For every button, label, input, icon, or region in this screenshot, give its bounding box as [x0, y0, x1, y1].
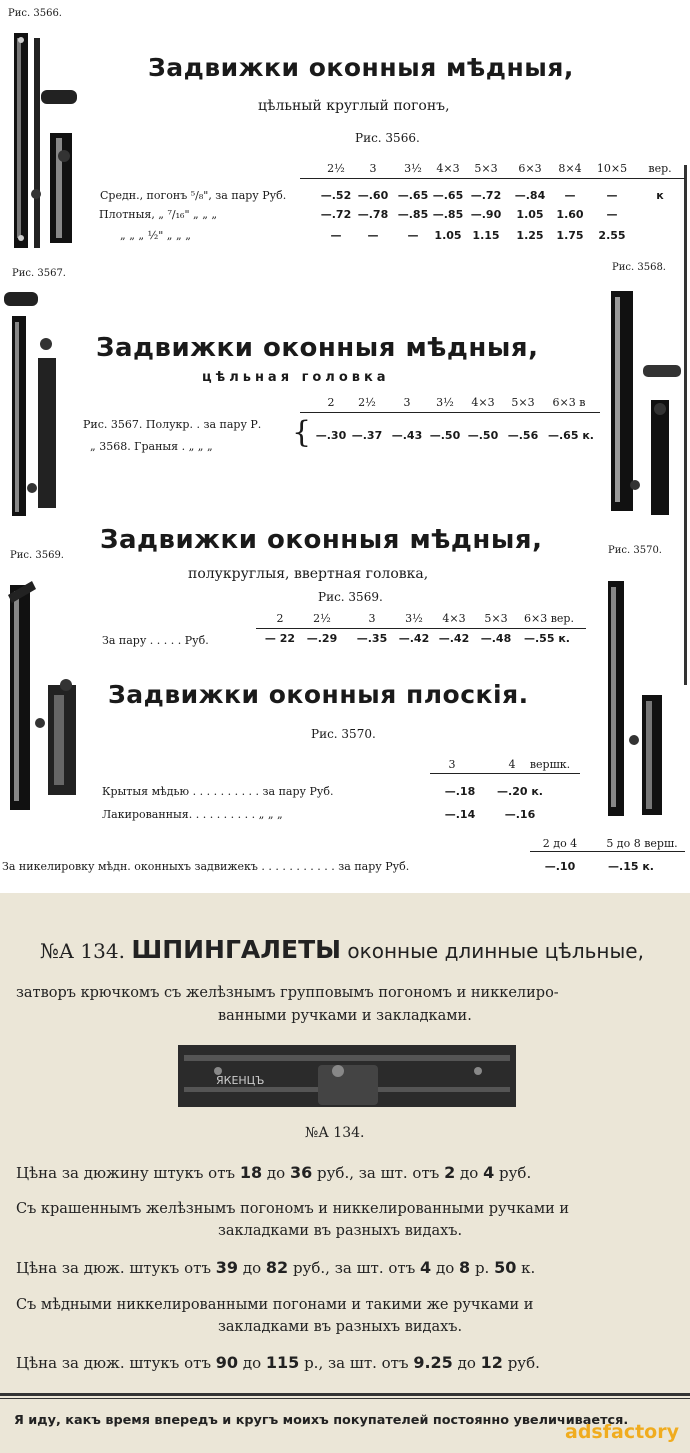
- section2-price-cell: —.50: [467, 429, 499, 442]
- price1-to: 36: [289, 1163, 313, 1182]
- section1-price-cell: —.72: [470, 189, 502, 202]
- section1-price-cell: —: [330, 229, 342, 242]
- price2-to-word: до: [242, 1259, 262, 1277]
- figure-label-3570: Рис. 3570.: [608, 545, 662, 556]
- section2-col-header: 4×3: [471, 396, 495, 409]
- product-image-stamp: ЯКЕНЦЪ: [216, 1074, 265, 1087]
- section2-col-header: 2½: [358, 396, 376, 409]
- section2-col-header: 3½: [436, 396, 454, 409]
- price3-to-word2: до: [457, 1354, 476, 1372]
- section3-price-cell: —.29: [306, 632, 338, 645]
- price3-to: 115: [265, 1353, 300, 1372]
- section4-price-cell: —.18: [444, 785, 476, 798]
- section3-col-header: 3½: [405, 612, 423, 625]
- section1-price-cell: —: [564, 189, 576, 202]
- section4-header-rule: [430, 773, 580, 774]
- watermark-logo: adsfactory: [565, 1421, 679, 1443]
- section1-row-label: Средн., погонъ ⁵/₈", за пару Руб.: [100, 189, 287, 202]
- section3-row-label: За пару . . . . . Руб.: [102, 634, 209, 647]
- price2-post: р.: [474, 1259, 490, 1277]
- price2-unit-from: 4: [420, 1258, 432, 1277]
- section2-subtitle: цѣльная головка: [202, 370, 390, 385]
- nickel-header-rule: [530, 851, 685, 852]
- section4-col-header: вершк.: [529, 758, 571, 771]
- advert-image-caption: №А 134.: [305, 1125, 365, 1141]
- section1-col-header: 4×3: [436, 162, 460, 175]
- nickel-price-cell: —.15 к.: [608, 860, 654, 873]
- section2-label-3568: „ 3568. Граныя . „ „ „: [90, 440, 213, 453]
- price2-post2: к.: [521, 1259, 536, 1277]
- nickel-col-header: 5 до 8 верш.: [606, 837, 678, 850]
- section1-row-label: „ „ „ ½" „ „ „: [120, 229, 191, 242]
- section1-price-cell: —.85: [397, 208, 429, 221]
- section4-price-cell: —.20 к.: [497, 785, 543, 798]
- section2-price-cell: —.43: [391, 429, 423, 442]
- price2-mid: руб., за шт. отъ: [292, 1259, 416, 1277]
- section1-price-cell: 1.15: [472, 229, 500, 242]
- section2-price-cell: —.65 к.: [548, 429, 594, 442]
- advert-price2: [16, 1258, 535, 1277]
- bolt-illustration-3567: [2, 288, 62, 528]
- section2-header-rule: [300, 412, 600, 413]
- section3-price-cell: —.48: [480, 632, 512, 645]
- section1-col-header: вер.: [648, 162, 672, 175]
- spingalet-product-image: [178, 1041, 516, 1113]
- section4-row-label: Лакированныя. . . . . . . . . . „ „ „: [102, 808, 283, 821]
- advert-price3: [16, 1353, 540, 1372]
- section3-col-header: 5×3: [484, 612, 508, 625]
- figure-label-3567: Рис. 3567.: [12, 268, 66, 279]
- section1-price-cell: —.65: [432, 189, 464, 202]
- advert-desc-line2: ванными ручками и закладками.: [218, 1008, 472, 1024]
- section1-price-cell: —.78: [357, 208, 389, 221]
- section3-subtitle: полукруглыя, ввертная головка,: [188, 566, 429, 582]
- advert-note1-line1: Съ крашеннымъ желѣзнымъ погономъ и никкелированными ручками и: [16, 1201, 570, 1217]
- advert-desc-line1: затворъ крючкомъ съ желѣзнымъ групповымъ погономъ и никкелиро-: [16, 985, 559, 1001]
- price1-to-word2: до: [460, 1164, 479, 1182]
- page-edge-rule: [684, 165, 687, 685]
- section3-col-header: 4×3: [442, 612, 466, 625]
- nickel-col-header: 2 до 4: [542, 837, 578, 850]
- price3-to-word: до: [242, 1354, 262, 1372]
- price3-unit-from: 9.25: [413, 1353, 453, 1372]
- section1-price-cell: —: [367, 229, 379, 242]
- section1-price-cell: 1.60: [556, 208, 584, 221]
- section4-row-label: Крытыя мѣдью . . . . . . . . . . за пару Руб.: [102, 785, 334, 798]
- advert-price1: [16, 1163, 531, 1182]
- price3-from: 90: [215, 1353, 239, 1372]
- section2-col-header: 6×3 в: [552, 396, 586, 409]
- section1-price-cell: —.52: [320, 189, 352, 202]
- section1-price-cell: —.72: [320, 208, 352, 221]
- section4-price-cell: —.16: [504, 808, 536, 821]
- section2-title: Задвижки оконныя мѣдныя,: [96, 333, 539, 363]
- section1-price-cell: —.84: [514, 189, 546, 202]
- section1-price-cell: 1.75: [556, 229, 584, 242]
- section3-col-header: 2½: [313, 612, 331, 625]
- section2-price-cell: —.50: [429, 429, 461, 442]
- section1-price-cell: —.65: [397, 189, 429, 202]
- section1-col-header: 8×4: [558, 162, 582, 175]
- section3-header-rule: [256, 628, 586, 629]
- slogan-rule-thin: [0, 1398, 690, 1399]
- advert-title-bold: ШПИНГАЛЕТЫ: [131, 935, 342, 964]
- bolt-illustration-3570: [598, 575, 678, 825]
- advert-note1-line2: закладками въ разныхъ видахъ.: [218, 1223, 463, 1239]
- section1-header-rule: [300, 178, 685, 179]
- section1-col-header: 3: [369, 162, 377, 175]
- section2-col-header: 5×3: [511, 396, 535, 409]
- price3-post: руб.: [507, 1354, 540, 1372]
- section3-col-header: 6×3 вер.: [524, 612, 574, 625]
- section1-price-cell: —: [606, 189, 618, 202]
- section1-price-cell: —.60: [357, 189, 389, 202]
- section3-price-cell: —.35: [356, 632, 388, 645]
- section4-title: Задвижки оконныя плоскія.: [108, 680, 529, 709]
- section2-price-cell: —.30: [315, 429, 347, 442]
- section1-col-header: 2½: [327, 162, 345, 175]
- section1-col-header: 3½: [404, 162, 422, 175]
- bolt-illustration-3568: [605, 285, 685, 525]
- section1-price-cell: 2.55: [598, 229, 626, 242]
- section1-col-header: 6×3: [518, 162, 542, 175]
- advert-title-rest: оконные длинные цѣльные,: [347, 939, 644, 963]
- section1-figure-ref: Рис. 3566.: [355, 131, 420, 145]
- section1-col-header: 5×3: [474, 162, 498, 175]
- price3-pre: Цѣна за дюж. штукъ отъ: [16, 1354, 211, 1372]
- section3-price-cell: —.42: [398, 632, 430, 645]
- price1-pre: Цѣна за дюжину штукъ отъ: [16, 1164, 236, 1182]
- section2-price-cell: —.56: [507, 429, 539, 442]
- section3-figure-ref: Рис. 3569.: [318, 590, 383, 604]
- price1-from: 18: [239, 1163, 263, 1182]
- price2-to-word2: до: [435, 1259, 455, 1277]
- section2-brace: {: [292, 415, 312, 450]
- spingalety-advert: [0, 893, 690, 1453]
- figure-label-3568: Рис. 3568.: [612, 262, 666, 273]
- section3-title: Задвижки оконныя мѣдныя,: [100, 525, 543, 555]
- nickel-row-label: За никелировку мѣдн. оконныхъ задвижекъ . . . . . . . . . . . за пару Руб.: [2, 860, 410, 873]
- section1-col-header: 10×5: [596, 162, 628, 175]
- nickel-price-cell: —.10: [544, 860, 576, 873]
- advert-slogan: Я иду, какъ время впередъ и кругъ моихъ покупателей постоянно увеличивается.: [14, 1413, 629, 1428]
- section2-col-header: 3: [403, 396, 411, 409]
- section3-col-header: 3: [368, 612, 376, 625]
- section1-price-cell: 1.05: [516, 208, 544, 221]
- advert-code: №А 134.: [40, 939, 125, 963]
- price2-to: 82: [265, 1258, 289, 1277]
- figure-label-3569: Рис. 3569.: [10, 550, 64, 561]
- section4-price-cell: —.14: [444, 808, 476, 821]
- section1-price-cell: 1.25: [516, 229, 544, 242]
- figure-label-3566: Рис. 3566.: [8, 8, 62, 19]
- section2-price-cell: —.37: [351, 429, 383, 442]
- price1-to-word: до: [266, 1164, 286, 1182]
- section3-price-cell: — 22: [264, 632, 296, 645]
- price3-unit-to: 12: [480, 1353, 503, 1372]
- section2-col-header: 2: [327, 396, 335, 409]
- advert-title: [40, 935, 644, 964]
- section2-label-3567: Рис. 3567. Полукр. . за пару Р.: [83, 418, 262, 431]
- section3-price-cell: —.42: [438, 632, 470, 645]
- section4-col-header: 3: [448, 758, 456, 771]
- section1-title: Задвижки оконныя мѣдныя,: [148, 53, 574, 82]
- price2-from: 39: [215, 1258, 239, 1277]
- section1-price-cell: 1.05: [434, 229, 462, 242]
- slogan-rule-thick: [0, 1393, 690, 1396]
- section1-subtitle: цѣльный круглый погонъ,: [258, 98, 450, 114]
- advert-note2-line1: Съ мѣдными никкелированными погонами и такими же ручками и: [16, 1297, 534, 1313]
- bolt-illustration-3566: [6, 28, 96, 258]
- section3-price-cell: —.55 к.: [524, 632, 570, 645]
- section1-price-cell: —.85: [432, 208, 464, 221]
- bolt-illustration-3569: [2, 575, 82, 815]
- section3-col-header: 2: [276, 612, 284, 625]
- section4-figure-ref: Рис. 3570.: [311, 727, 376, 741]
- price1-mid: руб., за шт. отъ: [316, 1164, 440, 1182]
- price2-pre: Цѣна за дюж. штукъ отъ: [16, 1259, 211, 1277]
- price1-post: руб.: [498, 1164, 532, 1182]
- section1-price-cell: —.90: [470, 208, 502, 221]
- price2-kopeks: 50: [494, 1258, 517, 1277]
- price3-mid: р., за шт. отъ: [304, 1354, 409, 1372]
- advert-note2-line2: закладками въ разныхъ видахъ.: [218, 1319, 463, 1335]
- price2-unit-to: 8: [459, 1258, 471, 1277]
- section1-price-cell: к: [656, 189, 664, 202]
- price1-unit-from: 2: [444, 1163, 456, 1182]
- section4-col-header: 4: [508, 758, 516, 771]
- price1-unit-to: 4: [483, 1163, 495, 1182]
- section1-row-label: Плотныя, „ ⁷/₁₆" „ „ „: [99, 208, 218, 221]
- section1-price-cell: —: [407, 229, 419, 242]
- section1-price-cell: —: [606, 208, 618, 221]
